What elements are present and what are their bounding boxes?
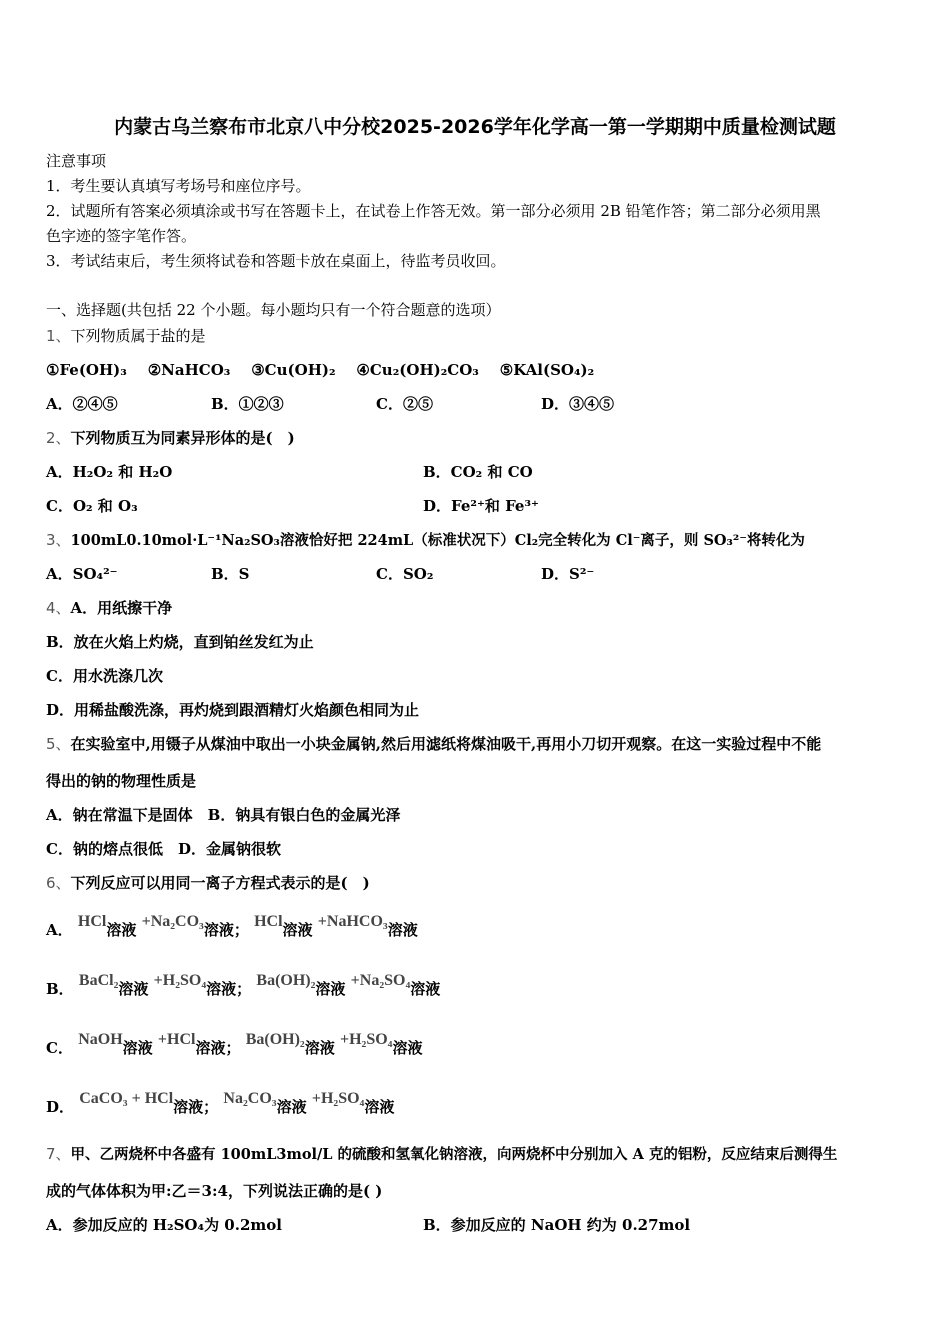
question-2-options-row1 (46, 462, 906, 482)
question-text: 甲、乙两烧杯中各盛有 100mL3mol/L 的硫酸和氢氧化钠溶液，向两烧杯中分别加入 A 克的铝粉，反应结束后测得生 (70, 1146, 838, 1163)
q6-option-b[interactable] (46, 972, 441, 1000)
question-number: 4、 (46, 599, 71, 617)
question-2-options-row2 (46, 496, 906, 516)
question-5-options-row2[interactable]: C．钠的熔点很低 D．金属钠很软 (46, 840, 281, 858)
formula: +H₂SO₄ (311, 1090, 365, 1107)
question-1-stem (46, 326, 206, 346)
option-b[interactable]: B．CO₂ 和 CO (423, 463, 533, 481)
option-b[interactable]: B．放在火焰上灼烧，直到铂丝发红为止 (46, 633, 314, 651)
q1-item-1: ①Fe(OH)₃ (46, 361, 127, 379)
question-1-items (46, 360, 594, 380)
notice-item-3: 3．考试结束后，考生须将试卷和答题卡放在桌面上，待监考员收回。 (46, 252, 506, 270)
solution-text: 溶液 (392, 1039, 423, 1057)
question-5-stem-cont: 得出的钠的物理性质是 (46, 772, 197, 790)
question-3-options (46, 564, 706, 584)
solution-text: 溶液； (195, 1039, 241, 1057)
notice-item-2-cont: 色字迹的签字笔作答。 (46, 227, 197, 245)
solution-text: 溶液； (173, 1098, 219, 1116)
question-text: 下列反应可以用同一离子方程式表示的是( ) (70, 874, 370, 892)
q6-option-d[interactable] (46, 1090, 395, 1118)
formula: Ba(OH)₂ (245, 1031, 305, 1048)
solution-text: 溶液 (387, 921, 418, 939)
option-d[interactable]: D．用稀盐酸洗涤，再灼烧到跟酒精灯火焰颜色相同为止 (46, 701, 420, 719)
question-3-stem (46, 530, 805, 551)
solution-text: 溶液 (282, 921, 313, 939)
question-5-options-row1[interactable]: A．钠在常温下是固体 B．钠具有银白色的金属光泽 (46, 806, 401, 824)
question-7-options-row1 (46, 1215, 906, 1235)
question-6-stem (46, 873, 370, 893)
formula: +H₂SO₄ (153, 972, 207, 989)
option-a[interactable]: A．②④⑤ (46, 395, 118, 413)
option-label: C． (46, 1039, 73, 1057)
formula: +Na₂CO₃ (141, 913, 204, 930)
option-c[interactable]: C．O₂ 和 O₃ (46, 497, 138, 515)
formula: NaOH (78, 1031, 123, 1048)
question-5-stem (46, 734, 821, 754)
option-b[interactable]: B．参加反应的 NaOH 约为 0.27mol (423, 1216, 691, 1234)
formula: +H₂SO₄ (339, 1031, 393, 1048)
question-text: 下列物质属于盐的是 (70, 327, 206, 345)
solution-text: 溶液； (206, 980, 252, 998)
formula: BaCl₂ (78, 972, 119, 989)
question-2-stem (46, 428, 295, 448)
question-number: 1、 (46, 327, 71, 345)
option-c[interactable]: C．SO₂ (376, 565, 434, 583)
option-b[interactable]: B．①②③ (211, 395, 284, 413)
solution-text: 溶液 (315, 980, 346, 998)
formula: Na₂CO₃ (223, 1090, 277, 1107)
option-c[interactable]: C．②⑤ (376, 395, 433, 413)
solution-text: 溶液 (364, 1098, 395, 1116)
option-label: A． (46, 921, 73, 939)
option-a[interactable]: A．参加反应的 H₂SO₄为 0.2mol (46, 1216, 282, 1234)
option-b[interactable]: B．S (211, 565, 250, 583)
formula: HCl (77, 913, 107, 930)
formula: Ba(OH)₂ (256, 972, 316, 989)
formula: +Na₂SO₄ (350, 972, 411, 989)
question-number: 5、 (46, 735, 71, 753)
question-number: 2、 (46, 429, 71, 447)
solution-text: 溶液 (106, 921, 137, 939)
q1-item-5: ⑤KAl(SO₄)₂ (499, 361, 595, 379)
page-title: 内蒙古乌兰察布市北京八中分校2025-2026学年化学高一第一学期期中质量检测试题 (114, 116, 836, 138)
option-label: B． (46, 980, 74, 998)
option-d[interactable]: D．S²⁻ (541, 565, 595, 583)
notice-heading: 注意事项 (46, 152, 107, 170)
option-d[interactable]: D．Fe²⁺和 Fe³⁺ (423, 497, 539, 515)
question-text: 下列物质互为同素异形体的是( ) (70, 429, 295, 447)
notice-item-2: 2．试题所有答案必须填涂或书写在答题卡上，在试卷上作答无效。第一部分必须用 2B 铅笔作答；第二部分必须用黑 (46, 202, 821, 220)
q1-item-3: ③Cu(OH)₂ (251, 361, 336, 379)
question-number: 3、 (46, 531, 71, 549)
option-label: D． (46, 1098, 75, 1116)
notice-item-1: 1．考生要认真填写考场号和座位序号。 (46, 177, 311, 195)
question-4-option-a (46, 598, 172, 618)
formula: +NaHCO₃ (317, 913, 388, 930)
formula: HCl (254, 913, 283, 930)
solution-text: 溶液 (304, 1039, 335, 1057)
q6-option-c[interactable] (46, 1031, 423, 1059)
formula: +HCl (157, 1031, 196, 1048)
solution-text: 溶液 (118, 980, 149, 998)
question-number: 6、 (46, 874, 71, 892)
section-heading: 一、选择题(共包括 22 个小题。每小题均只有一个符合题意的选项） (46, 301, 501, 319)
option-a[interactable]: A．用纸擦干净 (70, 599, 173, 617)
question-1-options (46, 394, 706, 414)
option-a[interactable]: A．SO₄²⁻ (46, 565, 118, 583)
q1-item-4: ④Cu₂(OH)₂CO₃ (356, 361, 479, 379)
q6-option-a[interactable] (46, 913, 418, 941)
question-7-stem-cont: 成的气体体积为甲:乙＝3:4，下列说法正确的是( ) (46, 1182, 383, 1200)
solution-text: 溶液 (276, 1098, 307, 1116)
solution-text: 溶液； (203, 921, 249, 939)
question-7-stem (46, 1144, 837, 1165)
solution-text: 溶液 (410, 980, 441, 998)
solution-text: 溶液 (122, 1039, 153, 1057)
option-d[interactable]: D．③④⑤ (541, 395, 615, 413)
formula: CaCO₃ + HCl (79, 1090, 174, 1107)
q1-item-2: ②NaHCO₃ (147, 361, 231, 379)
question-number: 7、 (46, 1145, 71, 1163)
option-c[interactable]: C．用水洗涤几次 (46, 667, 163, 685)
question-text: 100mL0.10mol·L⁻¹Na₂SO₃溶液恰好把 224mL（标准状况下）Cl₂完全转化为 Cl⁻离子，则 SO₃²⁻将转化为 (70, 532, 805, 549)
question-text: 在实验室中,用镊子从煤油中取出一小块金属钠,然后用滤纸将煤油吸干,再用小刀切开观察。在这一实验过程中不能 (70, 735, 822, 753)
option-a[interactable]: A．H₂O₂ 和 H₂O (46, 463, 173, 481)
